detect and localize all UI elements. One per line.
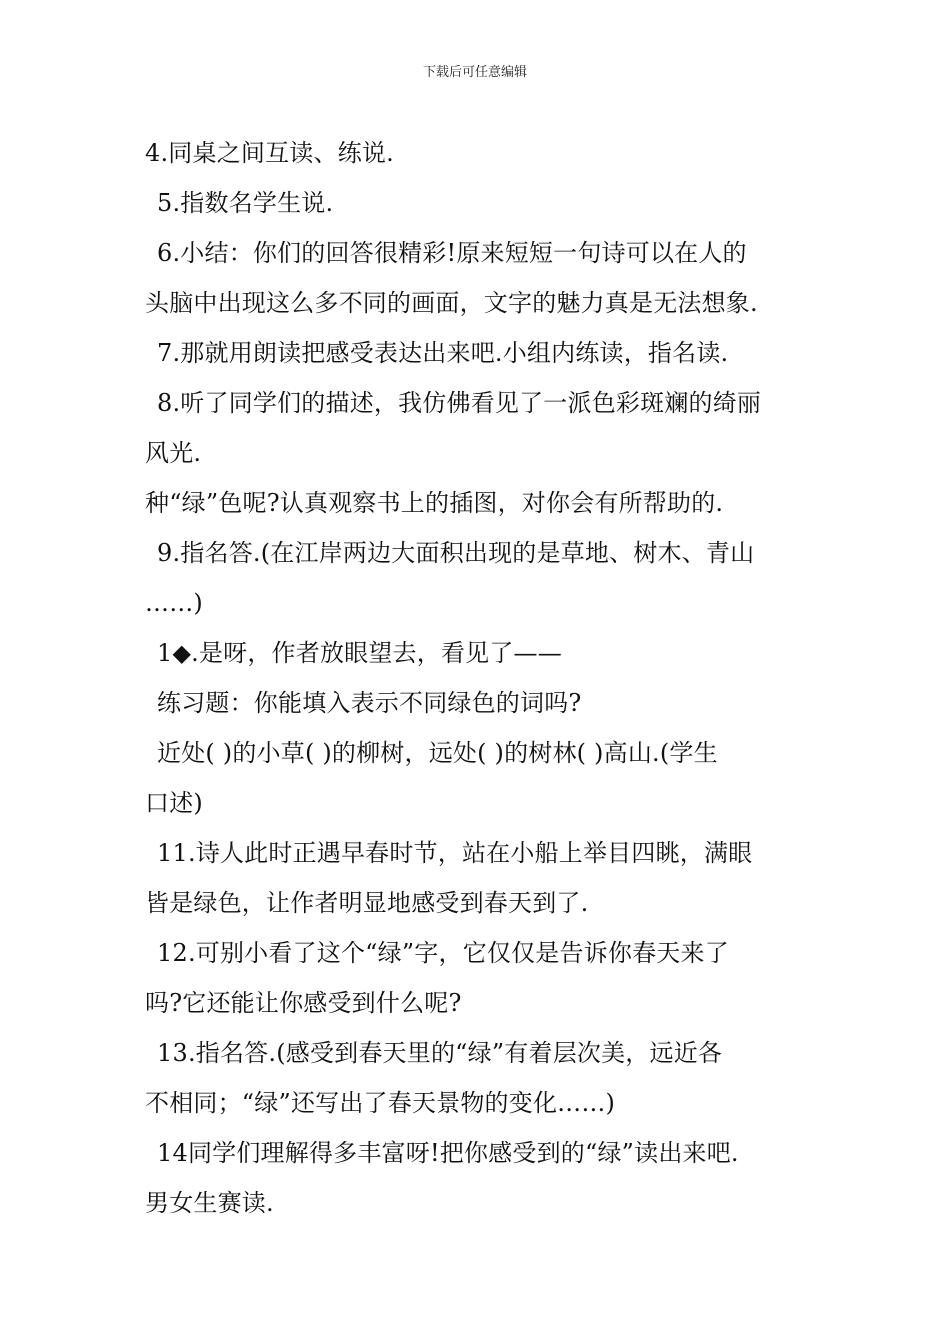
paragraph-line: 8.听了同学们的描述，我仿佛看见了一派色彩斑斓的绮丽 — [157, 389, 762, 417]
paragraph-line: 5.指数名学生说. — [157, 189, 334, 217]
paragraph-line: 男女生赛读. — [145, 1189, 274, 1217]
page-header: 下载后可任意编辑 — [422, 65, 527, 80]
paragraph-line: 9.指名答.(在江岸两边大面积出现的是草地、树木、青山 — [157, 539, 755, 567]
paragraph-line: 13.指名答.(感受到春天里的“绿”有着层次美，远近各 — [157, 1039, 723, 1067]
paragraph-line: 皆是绿色，让作者明显地感受到春天到了. — [145, 889, 589, 917]
paragraph-line: 11.诗人此时正遇早春时节，站在小船上举目四眺，满眼 — [157, 839, 753, 867]
paragraph-line: 12.可别小看了这个“绿”字，它仅仅是告诉你春天来了 — [157, 939, 729, 967]
paragraph-line: 近处( )的小草( )的柳树，远处( )的树林( )高山.(学生 — [157, 739, 718, 767]
paragraph-line: 口述) — [145, 789, 203, 817]
paragraph-line: 种“绿”色呢?认真观察书上的插图，对你会有所帮助的. — [145, 489, 724, 517]
paragraph-line: ……) — [145, 589, 203, 617]
paragraph-line: 1◆.是呀，作者放眼望去，看见了—— — [157, 639, 562, 667]
paragraph-line: 4.同桌之间互读、练说. — [145, 139, 394, 167]
paragraph-line: 练习题：你能填入表示不同绿色的词吗? — [157, 689, 582, 717]
paragraph-line: 风光. — [145, 439, 202, 467]
paragraph-line: 6.小结：你们的回答很精彩!原来短短一句诗可以在人的 — [157, 239, 747, 267]
paragraph-line: 不相同；“绿”还写出了春天景物的变化……) — [145, 1089, 616, 1117]
document-body — [145, 128, 810, 1228]
paragraph-line: 头脑中出现这么多不同的画面，文字的魅力真是无法想象. — [145, 289, 758, 317]
paragraph-line: 14同学们理解得多丰富呀!把你感受到的“绿”读出来吧. — [157, 1139, 739, 1167]
paragraph-line: 吗?它还能让你感受到什么呢? — [145, 989, 462, 1017]
paragraph-line: 7.那就用朗读把感受表达出来吧.小组内练读，指名读. — [157, 339, 729, 367]
